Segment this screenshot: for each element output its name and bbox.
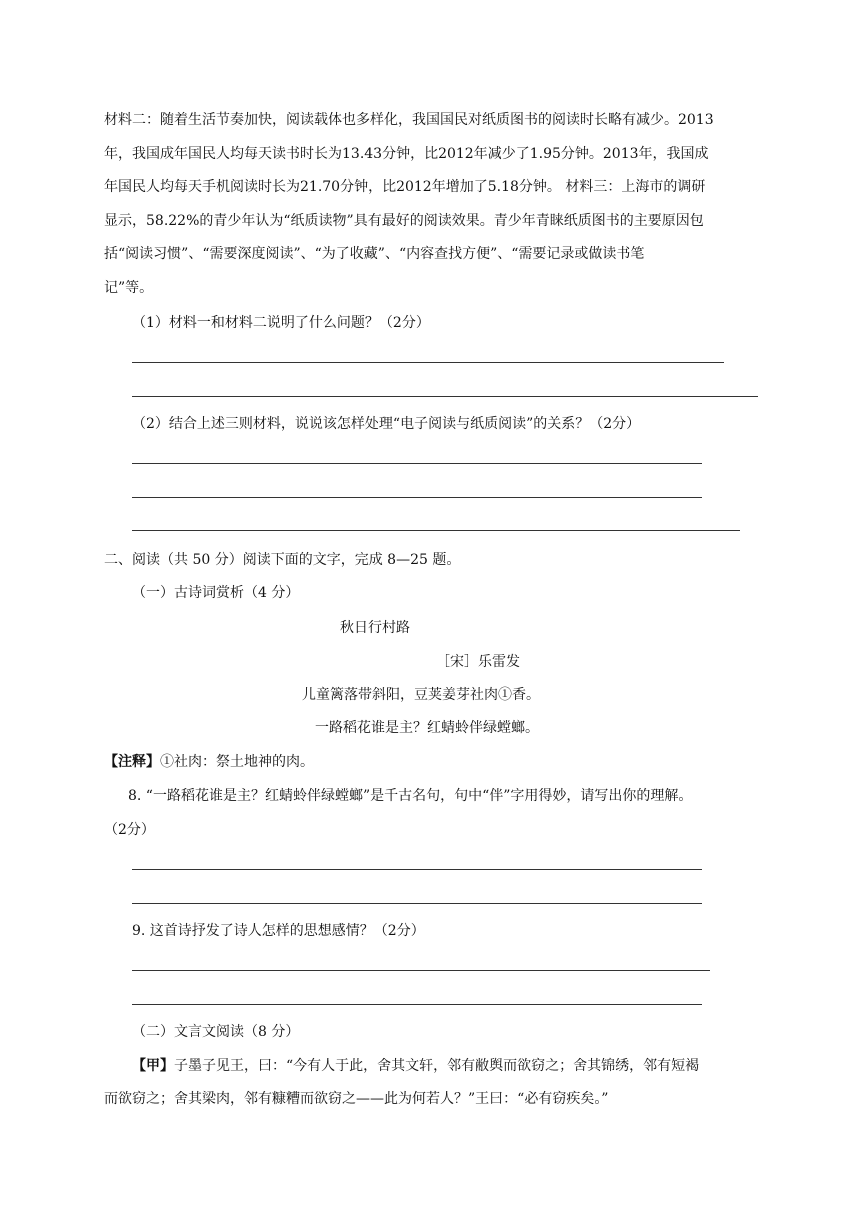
section-2-heading: 二、阅读（共 50 分）阅读下面的文字，完成 8—25 题。: [104, 552, 461, 568]
material2-line-2: 年，我国成年国民人均每天读书时长为13.43分钟，比2012年减少了1.95分钟。2013年，我国成: [104, 146, 709, 162]
material2-line-5: 括“阅读习惯”、“需要深度阅读”、“为了收藏”、“内容查找方便”、“需要记录或做读书笔: [104, 246, 645, 262]
material2-line-3: 年国民人均每天手机阅读时长为21.70分钟，比2012年增加了5.18分钟。 材料三：上海市的调研: [104, 179, 706, 195]
answer-line[interactable]: [132, 396, 758, 397]
question-9: 9. 这首诗抒发了诗人怎样的思想感情？（2分）: [132, 923, 425, 939]
question-8-line-1: 8. “一路稻花谁是主？红蜻蛉伴绿螳螂”是千古名句，句中“伴”字用得妙，请写出你的理解。: [128, 788, 693, 804]
answer-line[interactable]: [132, 903, 702, 904]
answer-line[interactable]: [132, 869, 702, 870]
poem-line-2: 一路稻花谁是主？红蜻蛉伴绿螳螂。: [315, 720, 539, 736]
note-label: 【注释】: [104, 754, 160, 770]
material2-line-1: 材料二：随着生活节奏加快，阅读载体也多样化，我国国民对纸质图书的阅读时长略有减少。2013: [104, 112, 714, 128]
jia-line-1: [132, 1056, 699, 1076]
question-8-line-2: （2分）: [104, 822, 155, 838]
answer-line[interactable]: [132, 970, 710, 971]
part-2-heading: （二）文言文阅读（8 分）: [132, 1024, 300, 1040]
note-text: ①社肉：祭土地神的肉。: [160, 754, 314, 770]
question-sub-1: （1）材料一和材料二说明了什么问题？（2分）: [132, 315, 430, 331]
answer-line[interactable]: [132, 463, 702, 464]
answer-line[interactable]: [132, 1004, 702, 1005]
jia-line-2: 而欲窃之；舍其梁肉，邻有糠糟而欲窃之——此为何若人？”王曰：“必有窃疾矣。”: [104, 1091, 609, 1107]
answer-line[interactable]: [132, 362, 724, 363]
part-1-heading: （一）古诗词赏析（4 分）: [132, 585, 300, 601]
material2-line-4: 显示，58.22%的青少年认为“纸质读物”具有最好的阅读效果。青少年青睐纸质图书的主要原因包: [104, 213, 704, 229]
poem-title: 秋日行村路: [340, 620, 410, 636]
poem-note: [104, 752, 314, 772]
poem-line-1: 儿童篱落带斜阳，豆荚姜芽社肉①香。: [302, 687, 540, 703]
material2-line-6: 记”等。: [104, 280, 154, 296]
jia-text-1: 子墨子见王，曰：“今有人于此，舍其文轩，邻有敝舆而欲窃之；舍其锦绣，邻有短褐: [174, 1058, 700, 1074]
jia-label: 【甲】: [132, 1058, 174, 1074]
poem-author: ［宋］乐雷发: [436, 654, 520, 670]
question-sub-2: （2）结合上述三则材料，说说该怎样处理“电子阅读与纸质阅读”的关系？（2分）: [132, 416, 641, 432]
answer-line[interactable]: [132, 497, 702, 498]
answer-line[interactable]: [132, 530, 740, 531]
